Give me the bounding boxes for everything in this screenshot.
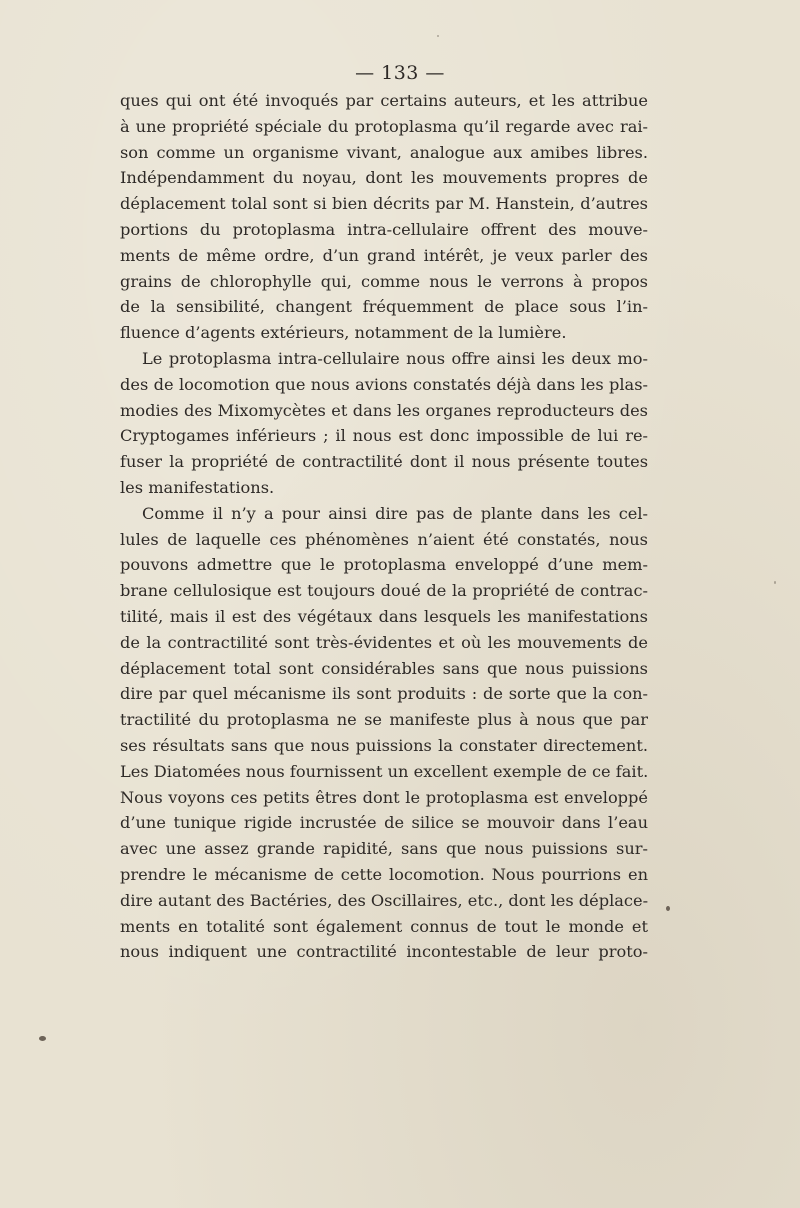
text-line: de la sensibilité, changent fréquemment de place sous l’in-: [120, 297, 648, 317]
text-line: portions du protoplasma intra-cellulaire offrent des mouve-: [120, 219, 648, 239]
text-line: déplacement total sont considérables sans que nous puissions: [120, 658, 648, 678]
text-line: les manifestations.: [120, 477, 275, 497]
text-line: fuser la propriété de contractilité dont il nous présente toutes: [120, 452, 648, 472]
body-text: [120, 88, 648, 965]
text-line: brane cellulosique est toujours doué de la propriété de contrac-: [120, 581, 648, 601]
text-line: Nous voyons ces petits êtres dont le protoplasma est enveloppé: [120, 787, 648, 807]
ink-speck: [39, 1036, 46, 1041]
text-line: ments de même ordre, d’un grand intérêt, je veux parler des: [120, 245, 648, 265]
text-line: son comme un organisme vivant, analogue aux amibes libres.: [120, 142, 648, 162]
text-line: fluence d’agents extérieurs, notamment de la lumière.: [120, 323, 567, 343]
text-line: de la contractilité sont très-évidentes et où les mouvements de: [120, 632, 648, 652]
text-line: prendre le mécanisme de cette locomotion. Nous pourrions en: [120, 864, 648, 884]
text-line: tilité, mais il est des végétaux dans lesquels les manifestations: [120, 606, 648, 626]
ink-speck: [666, 906, 670, 911]
text-line: d’une tunique rigide incrustée de silice se mouvoir dans l’eau: [120, 813, 648, 833]
text-line: pouvons admettre que le protoplasma enveloppé d’une mem-: [120, 555, 648, 575]
text-line: des de locomotion que nous avions constatés déjà dans les plas-: [120, 374, 648, 394]
text-line: Indépendamment du noyau, dont les mouvements propres de: [120, 168, 648, 188]
text-line: nous indiquent une contractilité incontestable de leur proto-: [120, 942, 648, 962]
text-line: grains de chlorophylle qui, comme nous le verrons à propos: [120, 271, 648, 291]
text-line: dire autant des Bactéries, des Oscillaires, etc., dont les déplace-: [120, 890, 649, 910]
text-line: à une propriété spéciale du protoplasma qu’il regarde avec rai-: [120, 116, 648, 136]
text-line: modies des Mixomycètes et dans les organes reproducteurs des: [120, 400, 648, 420]
text-line: avec une assez grande rapidité, sans que nous puissions sur-: [120, 839, 648, 859]
text-line: ques qui ont été invoqués par certains auteurs, et les attribue: [120, 91, 648, 110]
page-number: — 133 —: [355, 62, 445, 84]
text-line: tractilité du protoplasma ne se manifeste plus à nous que par: [120, 710, 648, 730]
text-line: dire par quel mécanisme ils sont produits : de sorte que la con-: [120, 684, 648, 704]
text-line: Les Diatomées nous fournissent un excellent exemple de ce fait.: [120, 761, 649, 781]
text-line: Le protoplasma intra-cellulaire nous offre ainsi les deux mo-: [142, 348, 648, 368]
text-line: Cryptogames inférieurs ; il nous est donc impossible de lui re-: [120, 426, 648, 446]
text-line: ses résultats sans que nous puissions la constater directement.: [120, 735, 648, 755]
ink-speck: [774, 581, 776, 584]
text-line: déplacement tolal sont si bien décrits par M. Hanstein, d’autres: [120, 194, 648, 214]
text-line: ments en totalité sont également connus de tout le monde et: [120, 916, 648, 936]
text-line: Comme il n’y a pour ainsi dire pas de plante dans les cel-: [142, 503, 648, 523]
ink-speck: [437, 35, 439, 37]
text-line: lules de laquelle ces phénomènes n’aient été constatés, nous: [120, 529, 648, 549]
